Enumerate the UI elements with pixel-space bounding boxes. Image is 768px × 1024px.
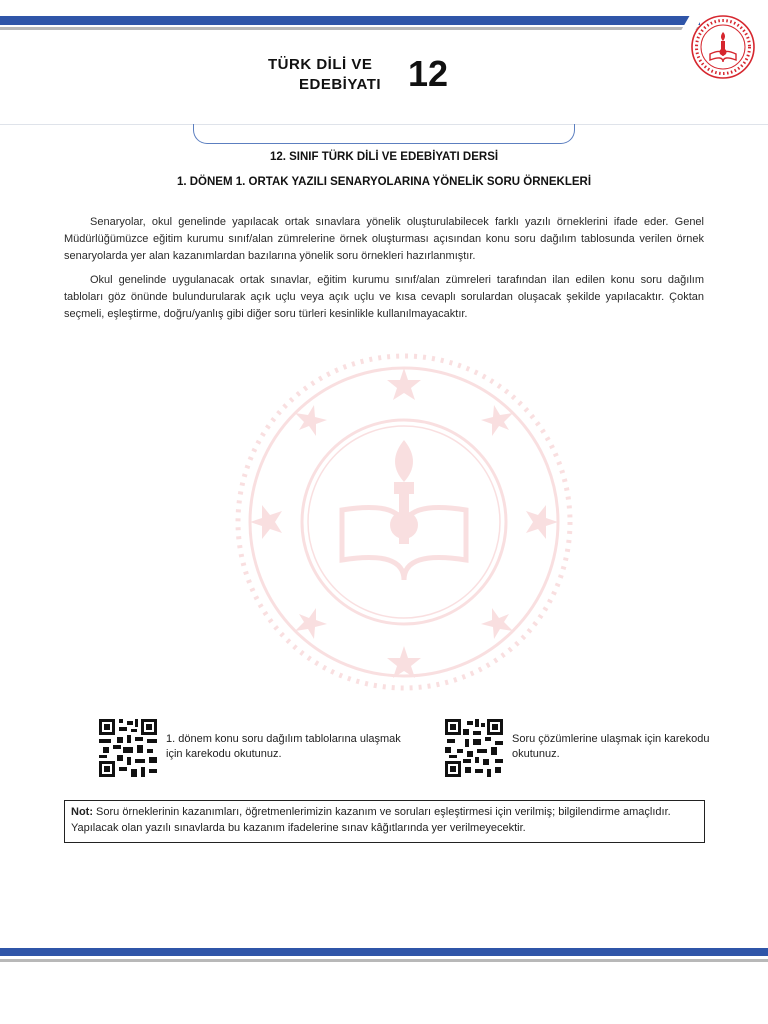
header-tab-outline bbox=[193, 124, 575, 144]
top-accent-bar bbox=[0, 16, 700, 25]
exam-heading: 1. DÖNEM 1. ORTAK YAZILI SENARYOLARINA YÖNELİK SORU ÖRNEKLERİ bbox=[176, 176, 592, 188]
qr-caption-solutions: Soru çözümlerine ulaşmak için karekodu okutunuz. bbox=[512, 733, 710, 760]
note-box bbox=[64, 800, 705, 843]
note-text: Soru örneklerinin kazanımları, öğretmenlerimizin kazanım ve soruları eşleştirmesi için verilmiş; bilgilendirme amaçlıdır. Yapılacak olan yazılı sınavlarda bu kazanım ifadelerine sınav kâğıtlarında yer verilmeyecektir. bbox=[71, 806, 671, 834]
qr-code-icon[interactable] bbox=[99, 719, 157, 777]
title-grade: 12 bbox=[408, 53, 449, 94]
meb-seal-icon bbox=[690, 14, 756, 80]
intro-paragraph-1: Senaryolar, okul genelinde yapılacak ortak sınavlara yönelik oluşturulabilecek farklı yazılı örneklerini ifade eder. Genel Müdürlüğümüzce eğitim kurumu sınıf/alan zümrelerine örnek oluşturması açısından konu soru dağılım tablosunda verilen örnek senaryolarda yer alan kazanımlardan bazılarına yönelik soru örnekleri hazırlanmıştır. bbox=[64, 216, 704, 262]
meb-seal-watermark-icon bbox=[232, 350, 577, 695]
title-subject-line2: EDEBİYATI bbox=[299, 76, 382, 93]
note-label: Not: bbox=[71, 806, 93, 818]
bottom-grey-rule bbox=[0, 959, 768, 962]
page-title bbox=[266, 53, 476, 100]
course-heading: 12. SINIF TÜRK DİLİ VE EDEBİYATI DERSİ bbox=[269, 151, 499, 163]
intro-paragraph-2: Okul genelinde uygulanacak ortak sınavlar, eğitim kurumu sınıf/alan zümreleri tarafından ilan edilen konu soru dağılım tabloları göz önünde bulundurularak açık uçlu veya açık uçlu ve kısa cevaplı sorulardan oluşacak şekilde yapılacaktır. Çoktan seçmeli, eşleştirme, doğru/yanlış gibi diğer soru türleri kesinlikle kullanılmayacaktır. bbox=[64, 274, 704, 320]
qr-caption-distribution: 1. dönem konu soru dağılım tablolarına ulaşmak için karekodu okutunuz. bbox=[166, 733, 401, 760]
bottom-accent-bar bbox=[0, 948, 768, 956]
qr-code-icon[interactable] bbox=[445, 719, 503, 777]
title-subject-line1: TÜRK DİLİ VE bbox=[268, 56, 373, 73]
top-grey-rule bbox=[0, 27, 700, 30]
